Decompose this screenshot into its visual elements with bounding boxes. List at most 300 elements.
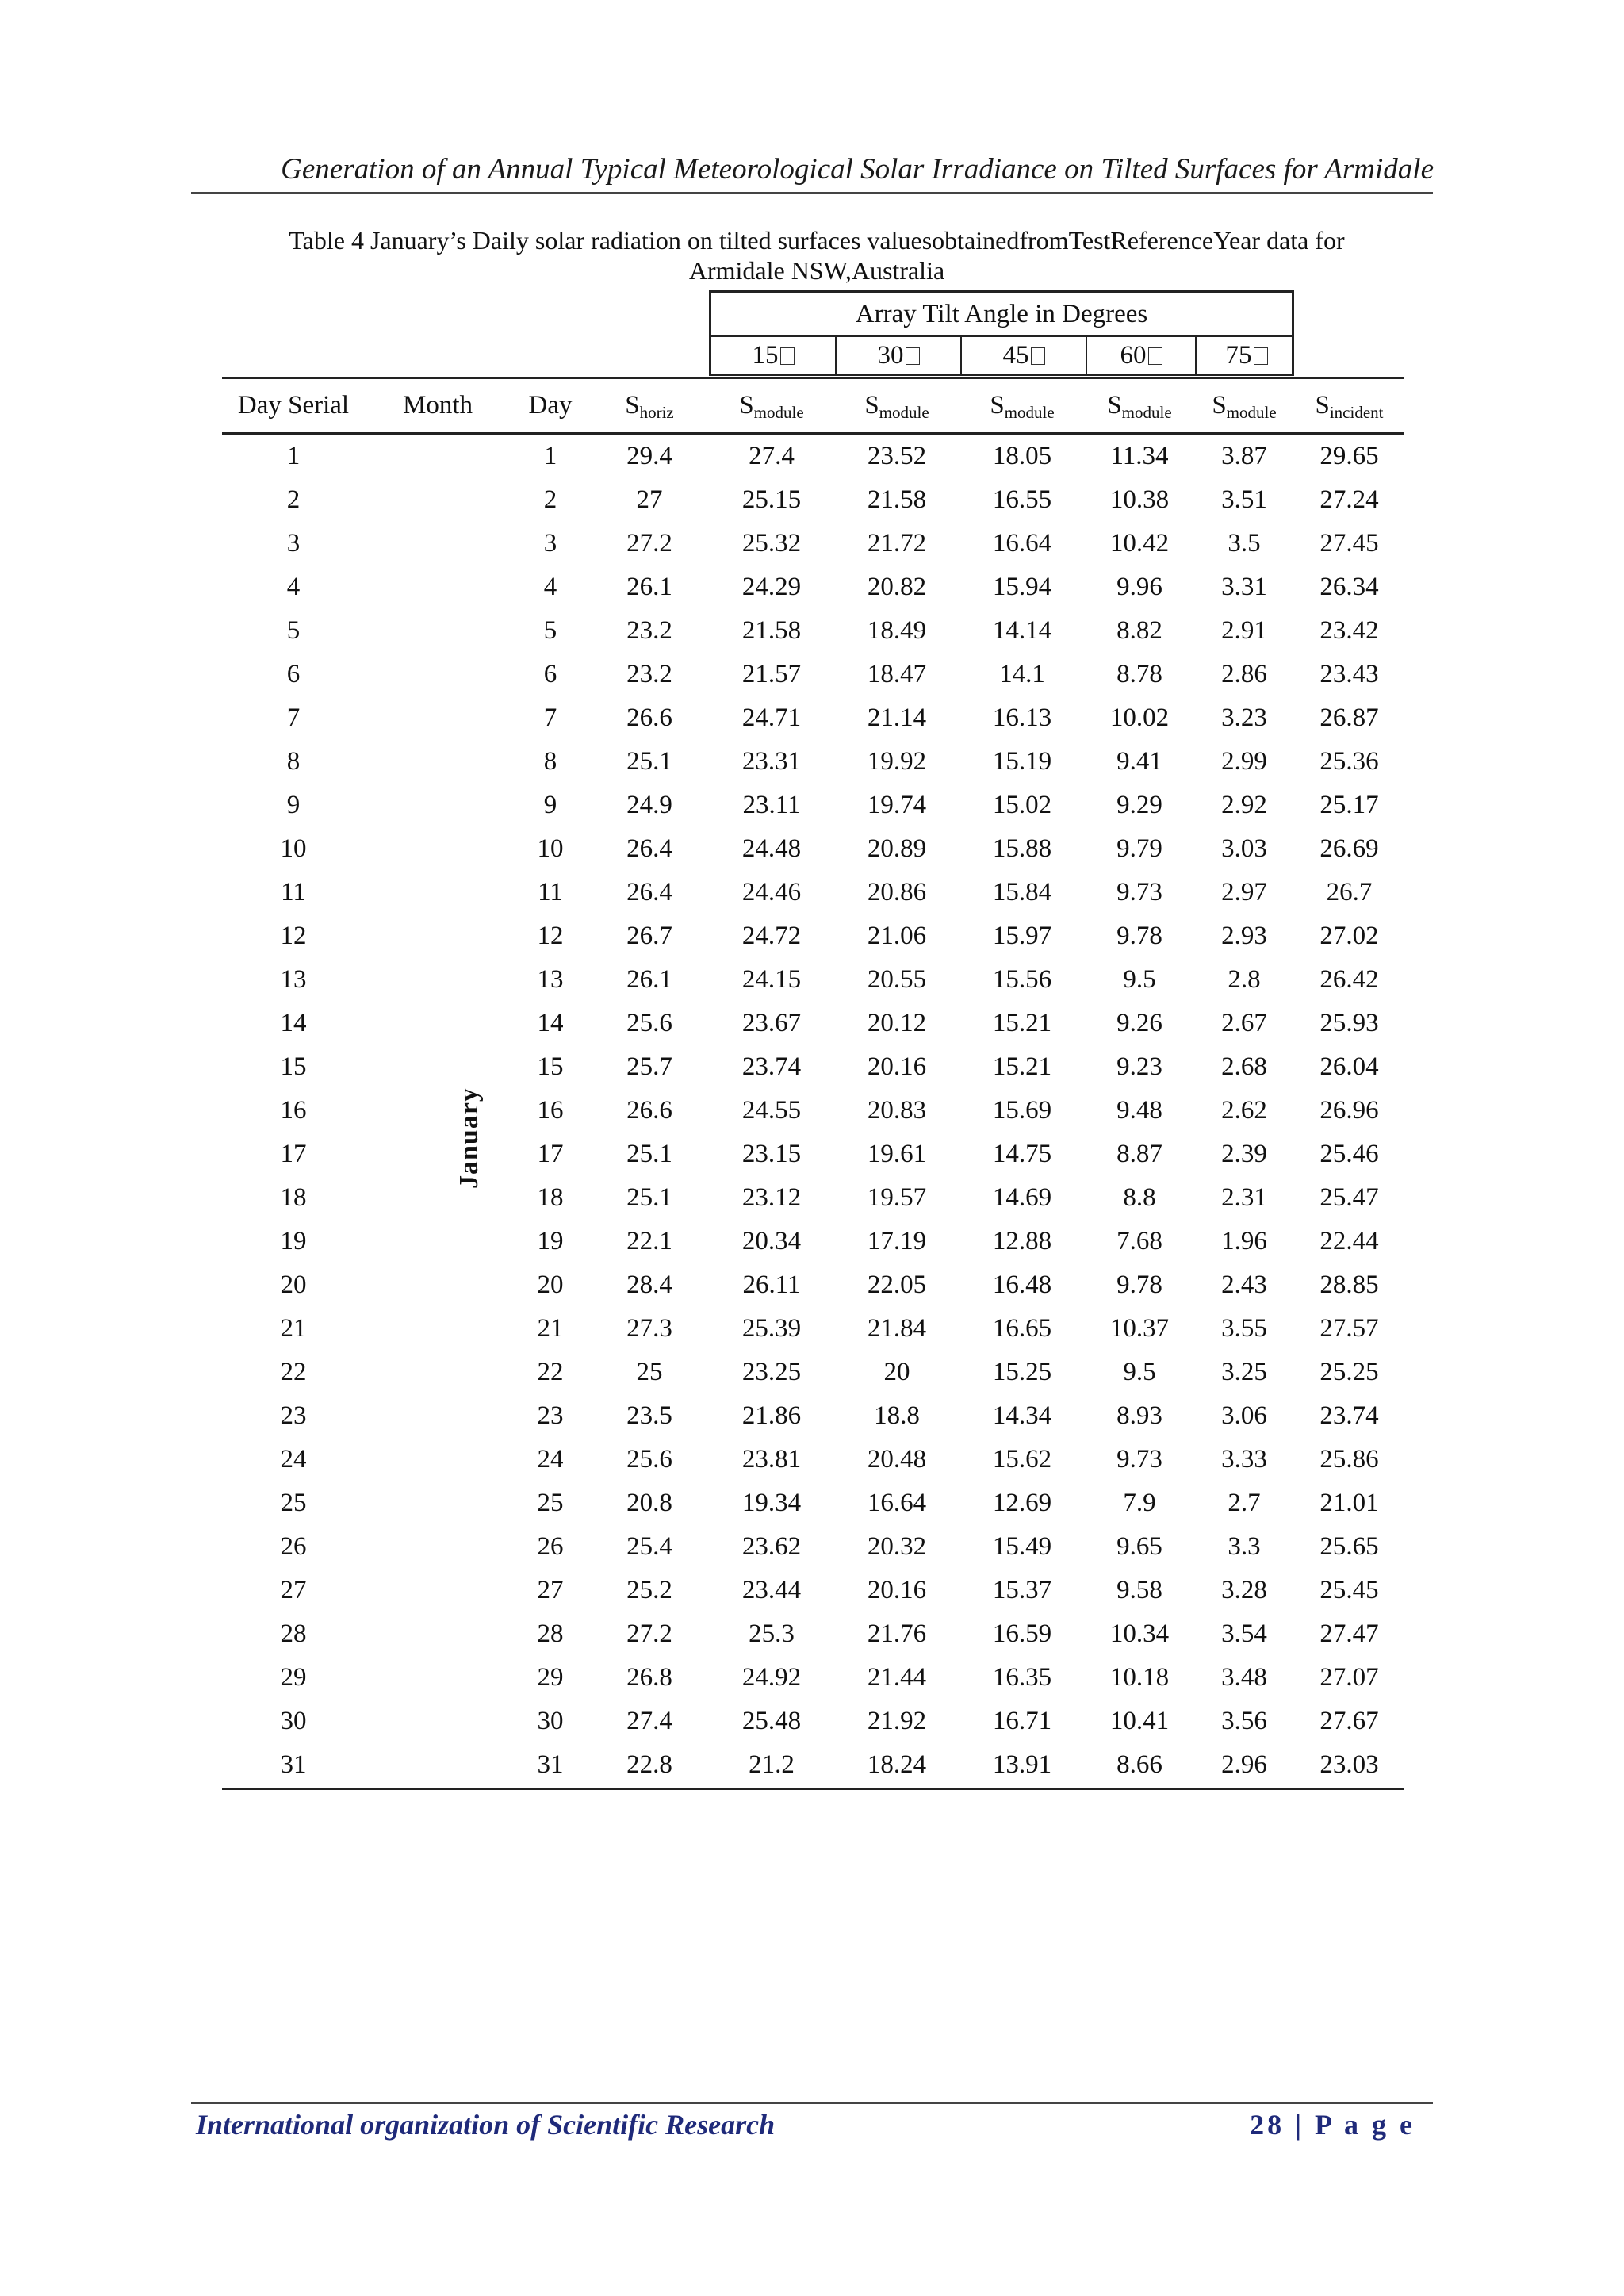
cell-s-module-45: 15.69 — [992, 1096, 1052, 1125]
table-row — [222, 1394, 1404, 1438]
cell-s-horiz: 27.2 — [626, 529, 672, 558]
cell-s-horiz: 26.6 — [626, 703, 672, 732]
cell-day-serial: 12 — [280, 922, 307, 950]
cell-day: 26 — [537, 1532, 564, 1561]
cell-s-module-45: 15.37 — [992, 1576, 1052, 1604]
cell-s-horiz: 25.1 — [626, 1183, 672, 1212]
cell-s-module-60: 9.48 — [1116, 1096, 1162, 1125]
cell-s-module-15: 24.29 — [741, 573, 802, 601]
cell-s-module-75: 3.87 — [1221, 442, 1267, 470]
cell-s-module-60: 10.41 — [1109, 1707, 1170, 1735]
s-horiz-sub: horiz — [639, 403, 674, 422]
cell-s-module-75: 2.8 — [1228, 965, 1261, 994]
cell-s-horiz: 29.4 — [626, 442, 672, 470]
cell-day: 28 — [537, 1619, 564, 1648]
cell-day-serial: 17 — [280, 1140, 307, 1168]
cell-day: 30 — [537, 1707, 564, 1735]
cell-s-module-30: 18.49 — [867, 616, 927, 645]
cell-s-horiz: 25.6 — [626, 1009, 672, 1037]
s-module-base: S — [864, 391, 879, 420]
cell-s-module-60: 10.38 — [1109, 485, 1170, 514]
cell-s-module-45: 16.65 — [992, 1314, 1052, 1343]
cell-s-module-45: 16.71 — [992, 1707, 1052, 1735]
cell-s-module-60: 8.8 — [1123, 1183, 1156, 1212]
cell-s-horiz: 25.2 — [626, 1576, 672, 1604]
table-row — [222, 1656, 1404, 1700]
cell-s-module-30: 21.92 — [867, 1707, 927, 1735]
tilt-angle-45 — [962, 335, 1087, 375]
cell-s-module-45: 15.84 — [992, 878, 1052, 907]
table-row — [222, 522, 1404, 565]
cell-s-module-60: 8.66 — [1116, 1750, 1162, 1779]
s-module-sub: module — [753, 403, 804, 422]
cell-s-module-30: 20.16 — [867, 1052, 927, 1081]
tilt-angle-group-label: Array Tilt Angle in Degrees — [711, 293, 1292, 337]
cell-s-horiz: 25.1 — [626, 747, 672, 776]
cell-s-module-15: 25.3 — [749, 1619, 795, 1648]
cell-s-module-60: 9.96 — [1116, 573, 1162, 601]
table-row — [222, 609, 1404, 653]
cell-s-horiz: 27.3 — [626, 1314, 672, 1343]
cell-s-module-15: 25.39 — [741, 1314, 802, 1343]
cell-s-module-45: 12.69 — [992, 1489, 1052, 1517]
cell-s-incident: 25.17 — [1320, 791, 1379, 819]
cell-s-incident: 23.03 — [1320, 1750, 1379, 1779]
cell-s-module-75: 2.68 — [1221, 1052, 1267, 1081]
cell-s-module-30: 18.8 — [874, 1401, 920, 1430]
cell-day-serial: 22 — [280, 1358, 307, 1386]
cell-s-module-45: 15.02 — [992, 791, 1052, 819]
cell-s-module-15: 24.48 — [741, 834, 802, 863]
cell-s-module-60: 9.5 — [1123, 965, 1156, 994]
cell-s-module-30: 20.89 — [867, 834, 927, 863]
cell-s-module-30: 21.06 — [867, 922, 927, 950]
s-module-base: S — [990, 391, 1005, 420]
col-header-s-incident — [1294, 379, 1404, 431]
cell-s-module-30: 21.84 — [867, 1314, 927, 1343]
cell-day: 17 — [537, 1140, 564, 1168]
cell-s-module-15: 24.15 — [741, 965, 802, 994]
table-row — [222, 914, 1404, 958]
cell-s-incident: 25.25 — [1320, 1358, 1379, 1386]
table-row — [222, 958, 1404, 1002]
cell-s-module-15: 23.44 — [741, 1576, 802, 1604]
col-header-month: Month — [402, 391, 473, 420]
cell-day: 4 — [543, 573, 557, 601]
cell-s-module-75: 3.5 — [1228, 529, 1261, 558]
cell-s-incident: 25.86 — [1320, 1445, 1379, 1474]
tilt-angle-value: 45 — [1002, 341, 1029, 370]
cell-s-module-60: 9.23 — [1116, 1052, 1162, 1081]
running-header-title: Generation of an Annual Typical Meteorological Solar Irradiance on Tilted Surfaces for Armidale — [281, 153, 1434, 186]
cell-day-serial: 23 — [280, 1401, 307, 1430]
col-header-s-module-15 — [709, 379, 834, 431]
cell-s-module-75: 2.92 — [1221, 791, 1267, 819]
cell-s-module-30: 21.72 — [867, 529, 927, 558]
missing-glyph-icon — [780, 347, 795, 365]
cell-day-serial: 8 — [286, 747, 301, 776]
cell-day: 11 — [538, 878, 563, 907]
table-row — [222, 1263, 1404, 1307]
cell-day: 7 — [543, 703, 557, 732]
cell-s-module-75: 2.99 — [1221, 747, 1267, 776]
table-row — [222, 1569, 1404, 1612]
table-row — [222, 740, 1404, 784]
cell-s-module-45: 15.19 — [992, 747, 1052, 776]
cell-s-module-15: 23.67 — [741, 1009, 802, 1037]
cell-day: 15 — [537, 1052, 564, 1081]
cell-s-horiz: 26.1 — [626, 573, 672, 601]
cell-day-serial: 20 — [280, 1271, 307, 1299]
cell-s-incident: 28.85 — [1320, 1271, 1379, 1299]
col-header-s-module-75 — [1194, 379, 1294, 431]
s-module-sub: module — [1121, 403, 1172, 422]
col-header-s-module-30 — [834, 379, 959, 431]
cell-s-incident: 29.65 — [1320, 442, 1379, 470]
cell-s-incident: 26.04 — [1320, 1052, 1379, 1081]
cell-s-module-30: 20.86 — [867, 878, 927, 907]
cell-day: 2 — [543, 485, 557, 514]
tilt-angle-value: 75 — [1225, 341, 1252, 370]
header-divider — [191, 192, 1433, 194]
cell-s-module-45: 15.56 — [992, 965, 1052, 994]
cell-s-horiz: 23.2 — [626, 660, 672, 688]
cell-day-serial: 10 — [280, 834, 307, 863]
table-row — [222, 1133, 1404, 1176]
cell-s-module-60: 9.58 — [1116, 1576, 1162, 1604]
cell-day: 1 — [543, 442, 557, 470]
cell-s-module-75: 2.86 — [1221, 660, 1267, 688]
cell-s-module-15: 24.72 — [741, 922, 802, 950]
cell-day: 10 — [537, 834, 564, 863]
s-module-sub: module — [1226, 403, 1277, 422]
cell-day: 23 — [537, 1401, 564, 1430]
cell-day: 27 — [537, 1576, 564, 1604]
cell-s-module-15: 20.34 — [741, 1227, 802, 1255]
table-row — [222, 784, 1404, 827]
cell-day: 18 — [537, 1183, 564, 1212]
cell-s-horiz: 26.4 — [626, 878, 672, 907]
cell-s-module-30: 19.61 — [867, 1140, 927, 1168]
cell-day-serial: 1 — [286, 442, 301, 470]
cell-day: 31 — [537, 1750, 564, 1779]
cell-s-module-60: 9.5 — [1123, 1358, 1156, 1386]
cell-s-module-75: 2.96 — [1221, 1750, 1267, 1779]
cell-s-module-45: 15.97 — [992, 922, 1052, 950]
cell-s-module-30: 19.57 — [867, 1183, 927, 1212]
cell-s-module-60: 9.29 — [1116, 791, 1162, 819]
cell-day: 22 — [537, 1358, 564, 1386]
cell-s-module-30: 20.12 — [867, 1009, 927, 1037]
cell-s-module-15: 23.74 — [741, 1052, 802, 1081]
cell-day-serial: 11 — [281, 878, 306, 907]
cell-s-module-30: 21.58 — [867, 485, 927, 514]
cell-s-horiz: 26.7 — [626, 922, 672, 950]
cell-s-module-30: 20.82 — [867, 573, 927, 601]
cell-s-module-15: 19.34 — [741, 1489, 802, 1517]
cell-s-module-45: 18.05 — [992, 442, 1052, 470]
cell-s-module-75: 2.31 — [1221, 1183, 1267, 1212]
table-row — [222, 1351, 1404, 1394]
cell-s-module-75: 3.06 — [1221, 1401, 1267, 1430]
cell-s-module-75: 3.23 — [1221, 703, 1267, 732]
cell-s-incident: 27.57 — [1320, 1314, 1379, 1343]
cell-s-module-60: 10.02 — [1109, 703, 1170, 732]
cell-day: 13 — [537, 965, 564, 994]
missing-glyph-icon — [1031, 347, 1045, 365]
col-header-day-serial: Day Serial — [237, 391, 350, 420]
cell-s-horiz: 22.1 — [626, 1227, 672, 1255]
table-caption — [222, 225, 1411, 286]
cell-s-module-15: 21.57 — [741, 660, 802, 688]
cell-s-incident: 26.87 — [1320, 703, 1379, 732]
cell-s-module-60: 11.34 — [1110, 442, 1169, 470]
cell-s-incident: 21.01 — [1320, 1489, 1379, 1517]
cell-s-module-15: 23.25 — [741, 1358, 802, 1386]
cell-s-module-15: 24.92 — [741, 1663, 802, 1692]
cell-s-incident: 25.47 — [1320, 1183, 1379, 1212]
cell-s-module-60: 9.41 — [1116, 747, 1162, 776]
cell-s-incident: 25.36 — [1320, 747, 1379, 776]
footer-page-number: 28 | P a g e — [1250, 2109, 1415, 2141]
cell-s-horiz: 20.8 — [626, 1489, 672, 1517]
table-row — [222, 1438, 1404, 1481]
cell-s-module-45: 16.35 — [992, 1663, 1052, 1692]
cell-s-module-75: 3.56 — [1221, 1707, 1267, 1735]
cell-s-incident: 23.43 — [1320, 660, 1379, 688]
cell-day-serial: 28 — [280, 1619, 307, 1648]
cell-s-module-75: 2.93 — [1221, 922, 1267, 950]
cell-s-module-60: 7.68 — [1116, 1227, 1162, 1255]
cell-s-module-15: 23.62 — [741, 1532, 802, 1561]
table-row — [222, 1220, 1404, 1263]
cell-s-module-75: 3.28 — [1221, 1576, 1267, 1604]
cell-s-module-30: 16.64 — [867, 1489, 927, 1517]
cell-s-module-75: 3.03 — [1221, 834, 1267, 863]
cell-s-module-75: 3.55 — [1221, 1314, 1267, 1343]
cell-day: 3 — [543, 529, 557, 558]
cell-day-serial: 4 — [286, 573, 301, 601]
cell-s-horiz: 23.2 — [626, 616, 672, 645]
cell-s-module-15: 27.4 — [749, 442, 795, 470]
cell-s-module-60: 7.9 — [1123, 1489, 1156, 1517]
cell-s-module-15: 21.2 — [749, 1750, 795, 1779]
cell-s-module-30: 21.44 — [867, 1663, 927, 1692]
cell-s-module-15: 25.48 — [741, 1707, 802, 1735]
tilt-angle-group-header — [709, 290, 1294, 376]
cell-s-incident: 27.67 — [1320, 1707, 1379, 1735]
s-module-sub: module — [1004, 403, 1055, 422]
cell-s-horiz: 25.4 — [626, 1532, 672, 1561]
cell-s-module-75: 2.67 — [1221, 1009, 1267, 1037]
cell-s-module-45: 13.91 — [992, 1750, 1052, 1779]
table-row — [222, 565, 1404, 609]
cell-s-module-15: 25.15 — [741, 485, 802, 514]
cell-day-serial: 6 — [286, 660, 301, 688]
cell-s-module-45: 15.21 — [992, 1009, 1052, 1037]
cell-day: 20 — [537, 1271, 564, 1299]
cell-s-module-60: 8.78 — [1116, 660, 1162, 688]
cell-s-module-60: 9.73 — [1116, 878, 1162, 907]
cell-day-serial: 18 — [280, 1183, 307, 1212]
cell-s-module-15: 24.71 — [741, 703, 802, 732]
cell-s-module-60: 10.18 — [1109, 1663, 1170, 1692]
cell-s-horiz: 24.9 — [626, 791, 672, 819]
cell-s-horiz: 28.4 — [626, 1271, 672, 1299]
table-row — [222, 1089, 1404, 1133]
table-row — [222, 1002, 1404, 1045]
missing-glyph-icon — [1254, 347, 1268, 365]
table-row — [222, 696, 1404, 740]
cell-s-module-45: 14.1 — [999, 660, 1045, 688]
cell-s-module-15: 24.55 — [741, 1096, 802, 1125]
cell-s-module-30: 19.92 — [867, 747, 927, 776]
cell-s-incident: 27.02 — [1320, 922, 1379, 950]
table-row — [222, 653, 1404, 696]
cell-s-module-60: 9.78 — [1116, 1271, 1162, 1299]
cell-day-serial: 27 — [280, 1576, 307, 1604]
cell-day: 9 — [543, 791, 557, 819]
cell-s-module-75: 2.43 — [1221, 1271, 1267, 1299]
cell-s-incident: 23.74 — [1320, 1401, 1379, 1430]
cell-day-serial: 3 — [286, 529, 301, 558]
s-horiz-base: S — [625, 391, 640, 420]
cell-s-module-15: 23.11 — [742, 791, 801, 819]
missing-glyph-icon — [906, 347, 920, 365]
cell-day-serial: 7 — [286, 703, 301, 732]
cell-s-module-75: 3.54 — [1221, 1619, 1267, 1648]
table-row — [222, 871, 1404, 914]
cell-day-serial: 13 — [280, 965, 307, 994]
cell-s-incident: 26.7 — [1326, 878, 1373, 907]
cell-day-serial: 26 — [280, 1532, 307, 1561]
cell-s-incident: 26.42 — [1320, 965, 1379, 994]
cell-s-module-15: 23.31 — [741, 747, 802, 776]
tilt-angle-75 — [1197, 335, 1297, 375]
s-module-base: S — [739, 391, 754, 420]
cell-s-incident: 25.65 — [1320, 1532, 1379, 1561]
cell-s-incident: 27.24 — [1320, 485, 1379, 514]
cell-s-module-45: 16.48 — [992, 1271, 1052, 1299]
cell-s-incident: 23.42 — [1320, 616, 1379, 645]
cell-s-module-75: 2.97 — [1221, 878, 1267, 907]
table-bottom-rule — [222, 1788, 1404, 1790]
cell-s-module-30: 20.48 — [867, 1445, 927, 1474]
cell-s-module-30: 20.55 — [867, 965, 927, 994]
cell-s-module-45: 15.21 — [992, 1052, 1052, 1081]
cell-s-horiz: 26.6 — [626, 1096, 672, 1125]
cell-s-horiz: 27.4 — [626, 1707, 672, 1735]
cell-s-incident: 25.45 — [1320, 1576, 1379, 1604]
cell-s-module-45: 15.49 — [992, 1532, 1052, 1561]
cell-s-module-75: 1.96 — [1221, 1227, 1267, 1255]
cell-s-module-75: 3.3 — [1228, 1532, 1261, 1561]
cell-s-horiz: 25.7 — [626, 1052, 672, 1081]
cell-s-module-30: 18.47 — [867, 660, 927, 688]
cell-day-serial: 21 — [280, 1314, 307, 1343]
cell-s-horiz: 25 — [636, 1358, 663, 1386]
cell-day-serial: 14 — [280, 1009, 307, 1037]
tilt-angle-60 — [1087, 335, 1197, 375]
cell-s-module-15: 23.81 — [741, 1445, 802, 1474]
cell-day-serial: 5 — [286, 616, 301, 645]
table-row — [222, 1176, 1404, 1220]
cell-s-module-75: 2.62 — [1221, 1096, 1267, 1125]
cell-s-horiz: 26.8 — [626, 1663, 672, 1692]
cell-s-module-45: 14.14 — [992, 616, 1052, 645]
cell-s-module-30: 20.83 — [867, 1096, 927, 1125]
cell-s-module-60: 8.82 — [1116, 616, 1162, 645]
cell-s-horiz: 22.8 — [626, 1750, 672, 1779]
cell-s-module-45: 14.75 — [992, 1140, 1052, 1168]
cell-s-module-60: 10.42 — [1109, 529, 1170, 558]
cell-s-incident: 25.93 — [1320, 1009, 1379, 1037]
cell-s-module-30: 19.74 — [867, 791, 927, 819]
s-incident-sub: incident — [1329, 403, 1384, 422]
cell-s-incident: 27.47 — [1320, 1619, 1379, 1648]
cell-s-module-75: 2.39 — [1221, 1140, 1267, 1168]
cell-day: 16 — [537, 1096, 564, 1125]
cell-s-incident: 27.45 — [1320, 529, 1379, 558]
table-row — [222, 1481, 1404, 1525]
tilt-angle-value: 15 — [752, 341, 779, 370]
cell-s-module-30: 20.32 — [867, 1532, 927, 1561]
cell-s-module-45: 15.88 — [992, 834, 1052, 863]
cell-day-serial: 19 — [280, 1227, 307, 1255]
cell-s-module-30: 23.52 — [867, 442, 927, 470]
cell-s-module-30: 22.05 — [867, 1271, 927, 1299]
cell-day: 19 — [537, 1227, 564, 1255]
cell-s-module-15: 24.46 — [741, 878, 802, 907]
missing-glyph-icon — [1148, 347, 1162, 365]
cell-s-module-60: 10.34 — [1109, 1619, 1170, 1648]
cell-s-module-75: 3.25 — [1221, 1358, 1267, 1386]
cell-s-module-45: 12.88 — [992, 1227, 1052, 1255]
cell-s-module-60: 8.93 — [1116, 1401, 1162, 1430]
s-module-sub: module — [879, 403, 929, 422]
cell-s-module-60: 9.78 — [1116, 922, 1162, 950]
cell-s-module-75: 2.91 — [1221, 616, 1267, 645]
table-row — [222, 1307, 1404, 1351]
cell-s-module-60: 9.65 — [1116, 1532, 1162, 1561]
cell-s-incident: 27.07 — [1320, 1663, 1379, 1692]
cell-s-module-30: 20 — [883, 1358, 910, 1386]
cell-s-module-60: 8.87 — [1116, 1140, 1162, 1168]
s-module-base: S — [1212, 391, 1227, 420]
cell-s-horiz: 25.6 — [626, 1445, 672, 1474]
cell-day-serial: 25 — [280, 1489, 307, 1517]
month-label: January — [454, 1087, 484, 1189]
cell-s-module-60: 9.79 — [1116, 834, 1162, 863]
cell-day-serial: 30 — [280, 1707, 307, 1735]
cell-day: 21 — [537, 1314, 564, 1343]
cell-s-incident: 25.46 — [1320, 1140, 1379, 1168]
footer-organization: International organization of Scientific Research — [196, 2109, 776, 2141]
cell-s-module-15: 26.11 — [742, 1271, 801, 1299]
cell-s-module-15: 21.86 — [741, 1401, 802, 1430]
footer-divider — [191, 2102, 1433, 2104]
cell-day: 14 — [537, 1009, 564, 1037]
cell-s-incident: 26.69 — [1320, 834, 1379, 863]
table-row — [222, 1612, 1404, 1656]
cell-s-module-75: 3.51 — [1221, 485, 1267, 514]
cell-day: 6 — [543, 660, 557, 688]
cell-day-serial: 2 — [286, 485, 301, 514]
s-incident-base: S — [1315, 391, 1330, 420]
cell-s-incident: 26.96 — [1320, 1096, 1379, 1125]
cell-s-module-75: 3.33 — [1221, 1445, 1267, 1474]
cell-day: 8 — [543, 747, 557, 776]
